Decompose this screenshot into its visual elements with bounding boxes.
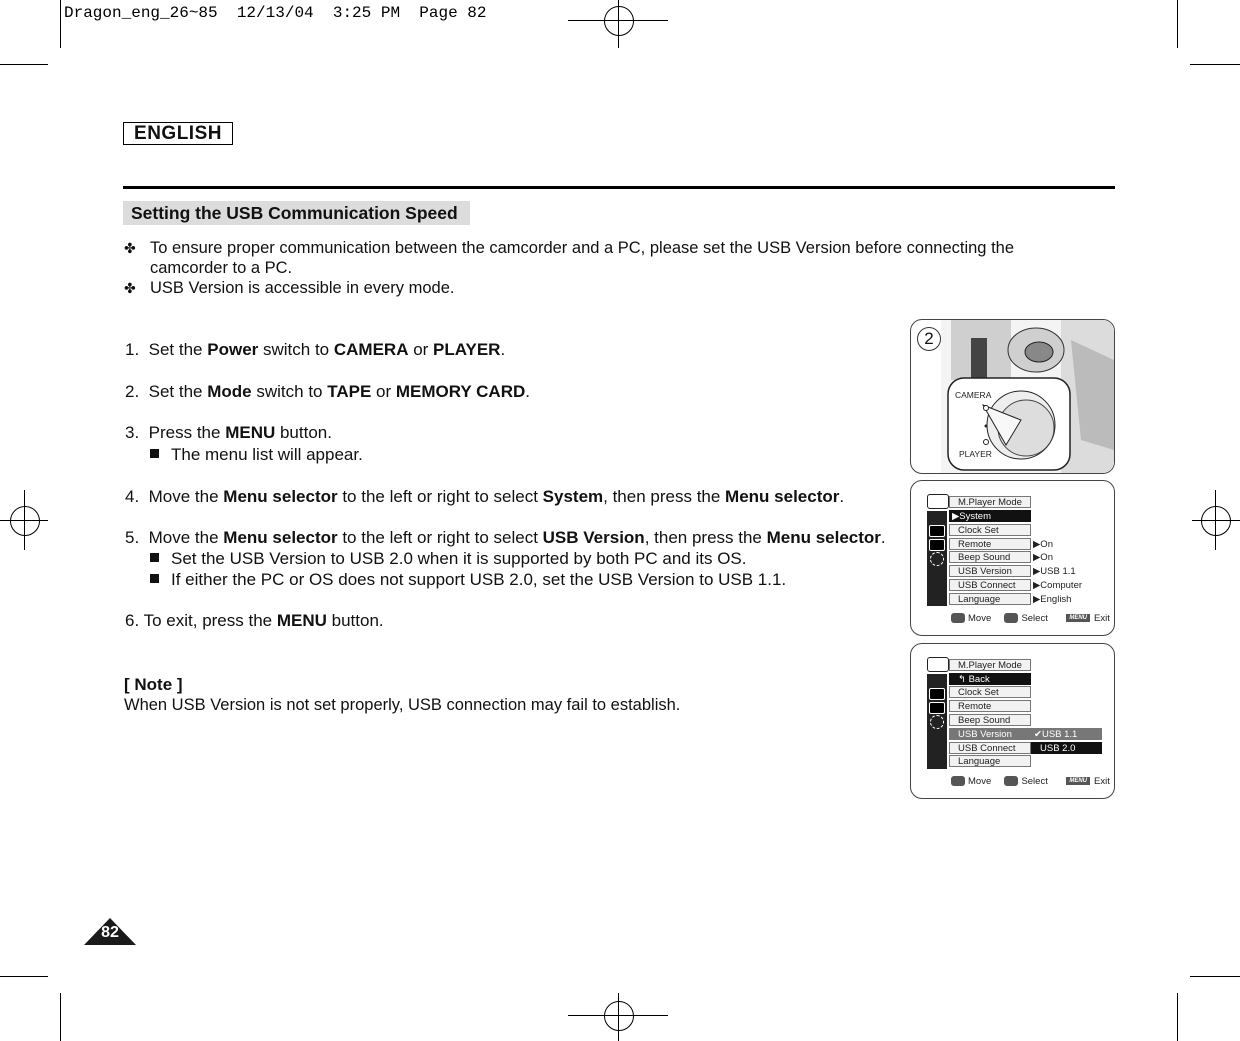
step-5-sub: Set the USB Version to USB 2.0 when it is supported by both PC and its OS.	[150, 549, 746, 569]
crop-mark	[0, 976, 48, 977]
square-bullet-icon	[150, 553, 159, 562]
print-slug: Dragon_eng_26~85 12/13/04 3:25 PM Page 82	[64, 4, 487, 22]
gear-icon	[930, 715, 944, 729]
square-bullet-icon	[150, 574, 159, 583]
registration-circle	[604, 1001, 634, 1031]
menu-value-language: ▶English	[1033, 594, 1072, 605]
note-text: When USB Version is not set properly, USB connection may fail to establish.	[124, 696, 681, 714]
menu-value-usb-version: ▶USB 1.1	[1033, 566, 1076, 577]
page-number-badge	[84, 918, 136, 946]
step-2: 2. Set the Mode switch to TAPE or MEMORY CARD.	[125, 382, 531, 401]
tv-icon	[929, 539, 945, 551]
play-icon	[927, 494, 949, 509]
menu-item-back[interactable]: ↰ Back	[949, 673, 1031, 685]
menu-value-usb-connect: ▶Computer	[1033, 580, 1083, 591]
tv-icon	[929, 702, 945, 714]
player-label: PLAYER	[959, 449, 992, 459]
bullet-item	[124, 278, 1110, 298]
section-rule	[123, 186, 1115, 189]
step-4: 4. Move the Menu selector to the left or right to select System, then press the Menu selector.	[125, 487, 845, 506]
gear-icon	[930, 552, 944, 566]
step-3: 3. Press the MENU button.	[125, 423, 332, 442]
menu-footer: Move Select MENU Exit	[951, 776, 1110, 787]
square-bullet-icon	[150, 449, 159, 458]
step-6: 6. To exit, press the MENU button.	[125, 611, 384, 630]
step-3-sub: The menu list will appear.	[150, 445, 363, 465]
bullet-text: To ensure proper communication between the camcorder and a PC, please set the USB Version before connecting the	[150, 239, 1015, 257]
menu-item-remote[interactable]: Remote	[949, 538, 1031, 550]
select-icon	[1004, 613, 1018, 623]
move-icon	[951, 776, 965, 786]
menu-screen-system	[910, 480, 1115, 636]
menu-button-icon: MENU	[1066, 777, 1090, 785]
menu-item-language[interactable]: Language	[949, 593, 1031, 605]
crop-mark	[1177, 993, 1178, 1041]
menu-mode-title: M.Player Mode	[949, 496, 1031, 508]
menu-item-clock-set[interactable]: Clock Set	[949, 686, 1031, 698]
crop-mark	[1190, 64, 1240, 65]
menu-value-remote: ▶On	[1033, 539, 1053, 550]
bullet-text: USB Version is accessible in every mode.	[150, 279, 455, 297]
language-badge: ENGLISH	[123, 122, 233, 145]
option-usb-1-1[interactable]: ✔USB 1.1	[1031, 728, 1102, 740]
crop-mark	[1177, 0, 1178, 48]
step-5: 5. Move the Menu selector to the left or right to select USB Version, then press the Menu selector.	[125, 528, 886, 547]
registration-circle	[1201, 506, 1231, 536]
menu-item-usb-connect[interactable]: USB Connect	[949, 742, 1031, 754]
menu-value-beep-sound: ▶On	[1033, 552, 1053, 563]
play-icon	[927, 657, 949, 672]
bullet-item	[124, 238, 1110, 278]
menu-item-clock-set[interactable]: Clock Set	[949, 524, 1031, 536]
crop-mark	[1190, 976, 1240, 977]
camcorder-illustration	[910, 319, 1115, 474]
menu-item-remote[interactable]: Remote	[949, 700, 1031, 712]
menu-footer: Move Select MENU Exit	[951, 613, 1110, 624]
menu-item-beep-sound[interactable]: Beep Sound	[949, 714, 1031, 726]
menu-screen-usb-version	[910, 643, 1115, 799]
usb-version-menu	[949, 659, 1109, 769]
menu-item-usb-connect[interactable]: USB Connect	[949, 579, 1031, 591]
system-menu	[949, 496, 1109, 606]
camera-icon	[929, 525, 945, 537]
camera-label: CAMERA	[955, 390, 992, 400]
page-number: 82	[101, 924, 119, 941]
move-icon	[951, 613, 965, 623]
menu-item-beep-sound[interactable]: Beep Sound	[949, 551, 1031, 563]
menu-item-language[interactable]: Language	[949, 755, 1031, 767]
menu-mode-title: M.Player Mode	[949, 659, 1031, 671]
menu-item-system[interactable]: ▶System	[949, 510, 1031, 522]
bullet-text: camcorder to a PC.	[150, 259, 293, 277]
step-1: 1. Set the Power switch to CAMERA or PLAYER.	[125, 340, 506, 359]
menu-item-usb-version[interactable]: USB Version	[949, 565, 1031, 577]
step-5-sub: If either the PC or OS does not support USB 2.0, set the USB Version to USB 1.1.	[150, 570, 786, 590]
camcorder-drawing	[911, 320, 1114, 473]
bullet-icon: ✤	[124, 280, 136, 296]
camera-icon	[929, 688, 945, 700]
registration-circle	[10, 506, 40, 536]
note-heading: [ Note ]	[124, 675, 183, 694]
menu-item-usb-version[interactable]: USB Version	[949, 728, 1031, 740]
crop-mark	[60, 0, 61, 48]
crop-mark	[0, 64, 48, 65]
registration-circle	[604, 6, 634, 36]
option-usb-2-0[interactable]: USB 2.0	[1031, 742, 1102, 754]
bullet-icon: ✤	[124, 240, 136, 256]
section-title: Setting the USB Communication Speed	[123, 201, 470, 225]
step-badge: 2	[917, 327, 941, 351]
crop-mark	[60, 993, 61, 1041]
select-icon	[1004, 776, 1018, 786]
menu-button-icon: MENU	[1066, 614, 1090, 622]
